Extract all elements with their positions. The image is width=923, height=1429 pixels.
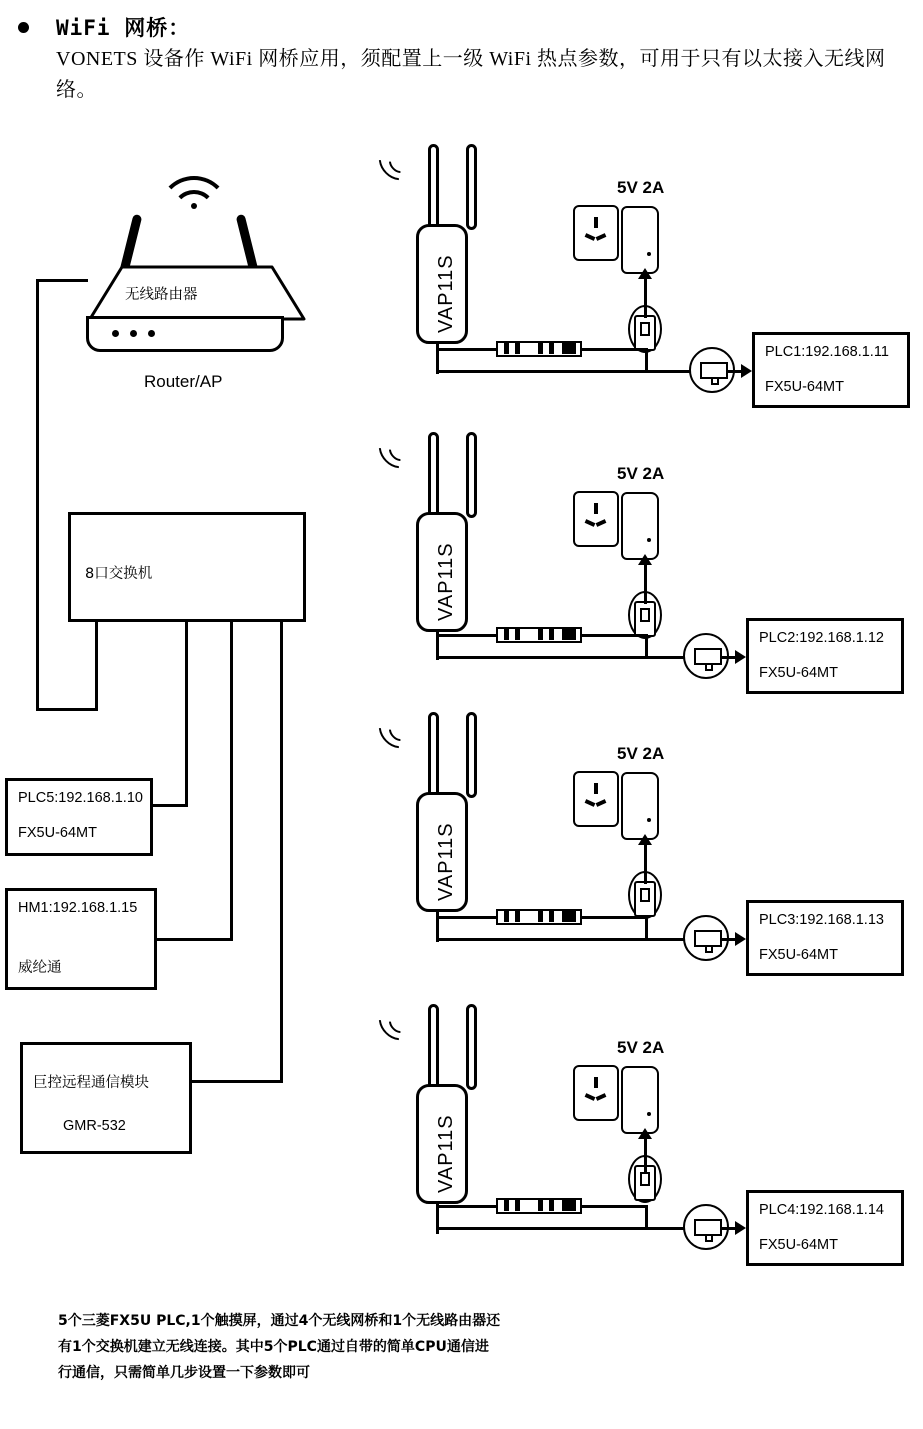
socket-slot-top — [594, 217, 598, 228]
bridge-3-eth-wire-h2 — [580, 916, 648, 919]
bridge-1-antenna-left — [428, 144, 439, 230]
plc-box-2 — [746, 618, 904, 694]
plc-box-4 — [746, 1190, 904, 1266]
wire-switch-to-hm1-h — [155, 938, 233, 941]
bridge-2-eth-wire-h3 — [436, 656, 700, 659]
wire-left-trunk-bottom — [36, 708, 98, 711]
bridge-3-rj45-plug — [694, 930, 722, 947]
socket-slot-left — [585, 519, 596, 527]
socket-slot-right — [596, 233, 607, 241]
plc-box-4-line1: PLC4:192.168.1.14 — [759, 1202, 884, 1218]
wire-left-trunk-vertical — [36, 279, 39, 711]
router-led-3 — [148, 330, 155, 337]
eth-band-2 — [515, 343, 520, 354]
bridge-2-arrow-to-plc — [735, 650, 746, 664]
bridge-1-antenna-right — [466, 144, 477, 230]
left-device-hm1 — [5, 888, 157, 990]
bridge-3-body — [416, 792, 468, 912]
usb-plug-inner — [640, 888, 650, 902]
bridge-2-wall-socket — [573, 491, 619, 547]
bridge-4-wall-socket — [573, 1065, 619, 1121]
bridge-2-usb-plug — [634, 601, 656, 637]
bridge-1-eth-wire-h2 — [580, 348, 648, 351]
eth-band-3 — [538, 343, 543, 354]
bridge-3-wall-socket — [573, 771, 619, 827]
plc-box-1 — [752, 332, 910, 408]
footer-line-2: 有1个交换机建立无线连接。其中5个PLC通过自带的简单CPU通信进 — [58, 1339, 489, 1355]
socket-slot-left — [585, 1093, 596, 1101]
left-device-plc5-line2: FX5U-64MT — [18, 825, 97, 841]
left-device-plc5 — [5, 778, 153, 856]
usb-plug-inner — [640, 322, 650, 336]
adapter-led — [647, 1112, 651, 1116]
usb-plug-inner — [640, 608, 650, 622]
socket-slot-top — [594, 1077, 598, 1088]
plc-box-2-line1: PLC2:192.168.1.12 — [759, 630, 884, 646]
wire-switch-to-gmr-h — [190, 1080, 283, 1083]
wire-switch-to-hm1 — [230, 620, 233, 940]
eth-band-4 — [549, 343, 554, 354]
bridge-2-eth-connector — [496, 627, 582, 643]
eth-band-2 — [515, 629, 520, 640]
bridge-4-eth-wire-h2 — [580, 1205, 648, 1208]
bridge-1-power-label: 5V 2A — [617, 178, 665, 197]
adapter-led — [647, 538, 651, 542]
bridge-3-eth-connector — [496, 909, 582, 925]
eth-band-4 — [549, 629, 554, 640]
bridge-1-body — [416, 224, 468, 344]
bridge-4-antenna-left — [428, 1004, 439, 1090]
wire-switch-to-gmr — [280, 620, 283, 1082]
bridge-3-eth-wire-h3 — [436, 938, 700, 941]
bridge-1-eth-wire-v2 — [645, 348, 648, 370]
bridge-2-eth-wire-h2 — [580, 634, 648, 637]
eth-band-4 — [549, 1200, 554, 1211]
adapter-led — [647, 252, 651, 256]
bridge-3-power-wire — [644, 842, 647, 884]
bridge-4-power-label: 5V 2A — [617, 1038, 665, 1057]
bridge-1-power-wire — [644, 276, 647, 318]
router-caption: Router/AP — [144, 372, 223, 391]
router-led-2 — [130, 330, 137, 337]
bridge-4-power-adapter — [621, 1066, 659, 1134]
eth-band-5 — [562, 911, 576, 922]
bridge-2-antenna-right — [466, 432, 477, 518]
eth-band-5 — [562, 1200, 576, 1211]
left-device-hm1-line1: HM1:192.168.1.15 — [18, 900, 138, 916]
bridge-3-label: VAP11S — [435, 822, 457, 901]
left-device-gmr-line2: GMR-532 — [63, 1118, 126, 1134]
eth-band-4 — [549, 911, 554, 922]
wire-to-switch-port1 — [95, 620, 98, 710]
bridge-3-power-adapter — [621, 772, 659, 840]
bridge-2-body — [416, 512, 468, 632]
plc-box-3-line2: FX5U-64MT — [759, 947, 838, 963]
bridge-3-eth-wire-h1 — [436, 916, 496, 919]
plc-box-1-line2: FX5U-64MT — [765, 379, 844, 395]
eth-band-3 — [538, 1200, 543, 1211]
plc-box-2-line2: FX5U-64MT — [759, 665, 838, 681]
plc-box-3 — [746, 900, 904, 976]
bridge-2-power-label: 5V 2A — [617, 464, 665, 483]
switch-label: 8口交换机 — [85, 566, 153, 582]
rj45-tab — [711, 379, 719, 385]
bridge-4-eth-connector — [496, 1198, 582, 1214]
adapter-led — [647, 818, 651, 822]
rj45-tab — [705, 947, 713, 953]
eth-band-5 — [562, 629, 576, 640]
bridge-2-label: VAP11S — [435, 542, 457, 621]
router-label: 无线路由器 — [125, 287, 198, 303]
intro-paragraph: VONETS 设备作 WiFi 网桥应用，须配置上一级 WiFi 热点参数，可用于只有以太接入无线网络。 — [56, 48, 886, 101]
bridge-1-power-arrow — [638, 268, 652, 279]
eth-band-2 — [515, 911, 520, 922]
socket-slot-right — [596, 1093, 607, 1101]
router-led-1 — [112, 330, 119, 337]
left-device-gmr — [20, 1042, 192, 1154]
bridge-1-eth-wire-h3 — [436, 370, 706, 373]
bridge-2-power-arrow — [638, 554, 652, 565]
bridge-4-power-wire — [644, 1136, 647, 1172]
bridge-1-arrow-to-plc — [741, 364, 752, 378]
socket-slot-top — [594, 783, 598, 794]
footer-line-1: 5个三菱FX5U PLC,1个触摸屏，通过4个无线网桥和1个无线路由器还 — [58, 1313, 501, 1329]
footer-note — [58, 1308, 878, 1386]
plc-box-3-line1: PLC3:192.168.1.13 — [759, 912, 884, 928]
bridge-3-power-arrow — [638, 834, 652, 845]
bullet-icon — [18, 22, 29, 33]
bridge-4-label: VAP11S — [435, 1114, 457, 1193]
eth-band-1 — [504, 1200, 509, 1211]
bridge-1-usb-plug — [634, 315, 656, 351]
left-device-gmr-line1: 巨控远程通信模块 — [33, 1075, 149, 1091]
socket-slot-left — [585, 799, 596, 807]
bridge-2-power-adapter — [621, 492, 659, 560]
bridge-2-power-wire — [644, 562, 647, 604]
rj45-tab — [705, 1236, 713, 1242]
bridge-2-antenna-left — [428, 432, 439, 518]
eth-band-1 — [504, 629, 509, 640]
wire-switch-to-plc5 — [185, 620, 188, 806]
bridge-4-eth-wire-h3 — [436, 1227, 700, 1230]
bridge-2-eth-wire-h1 — [436, 634, 496, 637]
bridge-1-wall-socket — [573, 205, 619, 261]
bridge-1-label: VAP11S — [435, 254, 457, 333]
bridge-1-eth-connector — [496, 341, 582, 357]
bridge-2-eth-wire-v2 — [645, 634, 648, 656]
plc-box-4-line2: FX5U-64MT — [759, 1237, 838, 1253]
bridge-4-rj45-plug — [694, 1219, 722, 1236]
bridge-3-eth-wire-v2 — [645, 916, 648, 938]
usb-plug-inner — [640, 1172, 650, 1186]
bridge-3-antenna-right — [466, 712, 477, 798]
bridge-3-arrow-to-plc — [735, 932, 746, 946]
bridge-4-eth-wire-h1 — [436, 1205, 496, 1208]
bridge-1-power-adapter — [621, 206, 659, 274]
bridge-4-eth-wire-v2 — [645, 1205, 648, 1227]
plc-box-1-line1: PLC1:192.168.1.11 — [765, 344, 889, 360]
rj45-tab — [705, 665, 713, 671]
socket-slot-right — [596, 519, 607, 527]
eth-band-2 — [515, 1200, 520, 1211]
bridge-3-power-label: 5V 2A — [617, 744, 665, 763]
socket-slot-top — [594, 503, 598, 514]
bridge-1-rj45-plug — [700, 362, 728, 379]
eth-band-3 — [538, 629, 543, 640]
bridge-2-rj45-plug — [694, 648, 722, 665]
bridge-4-body — [416, 1084, 468, 1204]
bridge-3-antenna-left — [428, 712, 439, 798]
bridge-1-eth-wire-h1 — [436, 348, 496, 351]
eth-band-1 — [504, 343, 509, 354]
eth-band-5 — [562, 343, 576, 354]
bridge-4-antenna-right — [466, 1004, 477, 1090]
wire-router-to-left — [36, 279, 88, 282]
bridge-4-power-arrow — [638, 1128, 652, 1139]
router-wifi-arc-inner — [172, 190, 216, 234]
wire-switch-to-plc5-h — [150, 804, 188, 807]
eth-band-1 — [504, 911, 509, 922]
eth-band-3 — [538, 911, 543, 922]
bridge-4-arrow-to-plc — [735, 1221, 746, 1235]
socket-slot-left — [585, 233, 596, 241]
socket-slot-right — [596, 799, 607, 807]
router-wifi-dot — [191, 203, 197, 209]
page-title: WiFi 网桥： — [56, 16, 191, 40]
bridge-3-usb-plug — [634, 881, 656, 917]
left-device-plc5-line1: PLC5:192.168.1.10 — [18, 790, 143, 806]
footer-line-3: 行通信，只需简单几步设置一下参数即可 — [58, 1365, 310, 1381]
left-device-hm1-line2: 威纶通 — [18, 960, 62, 976]
